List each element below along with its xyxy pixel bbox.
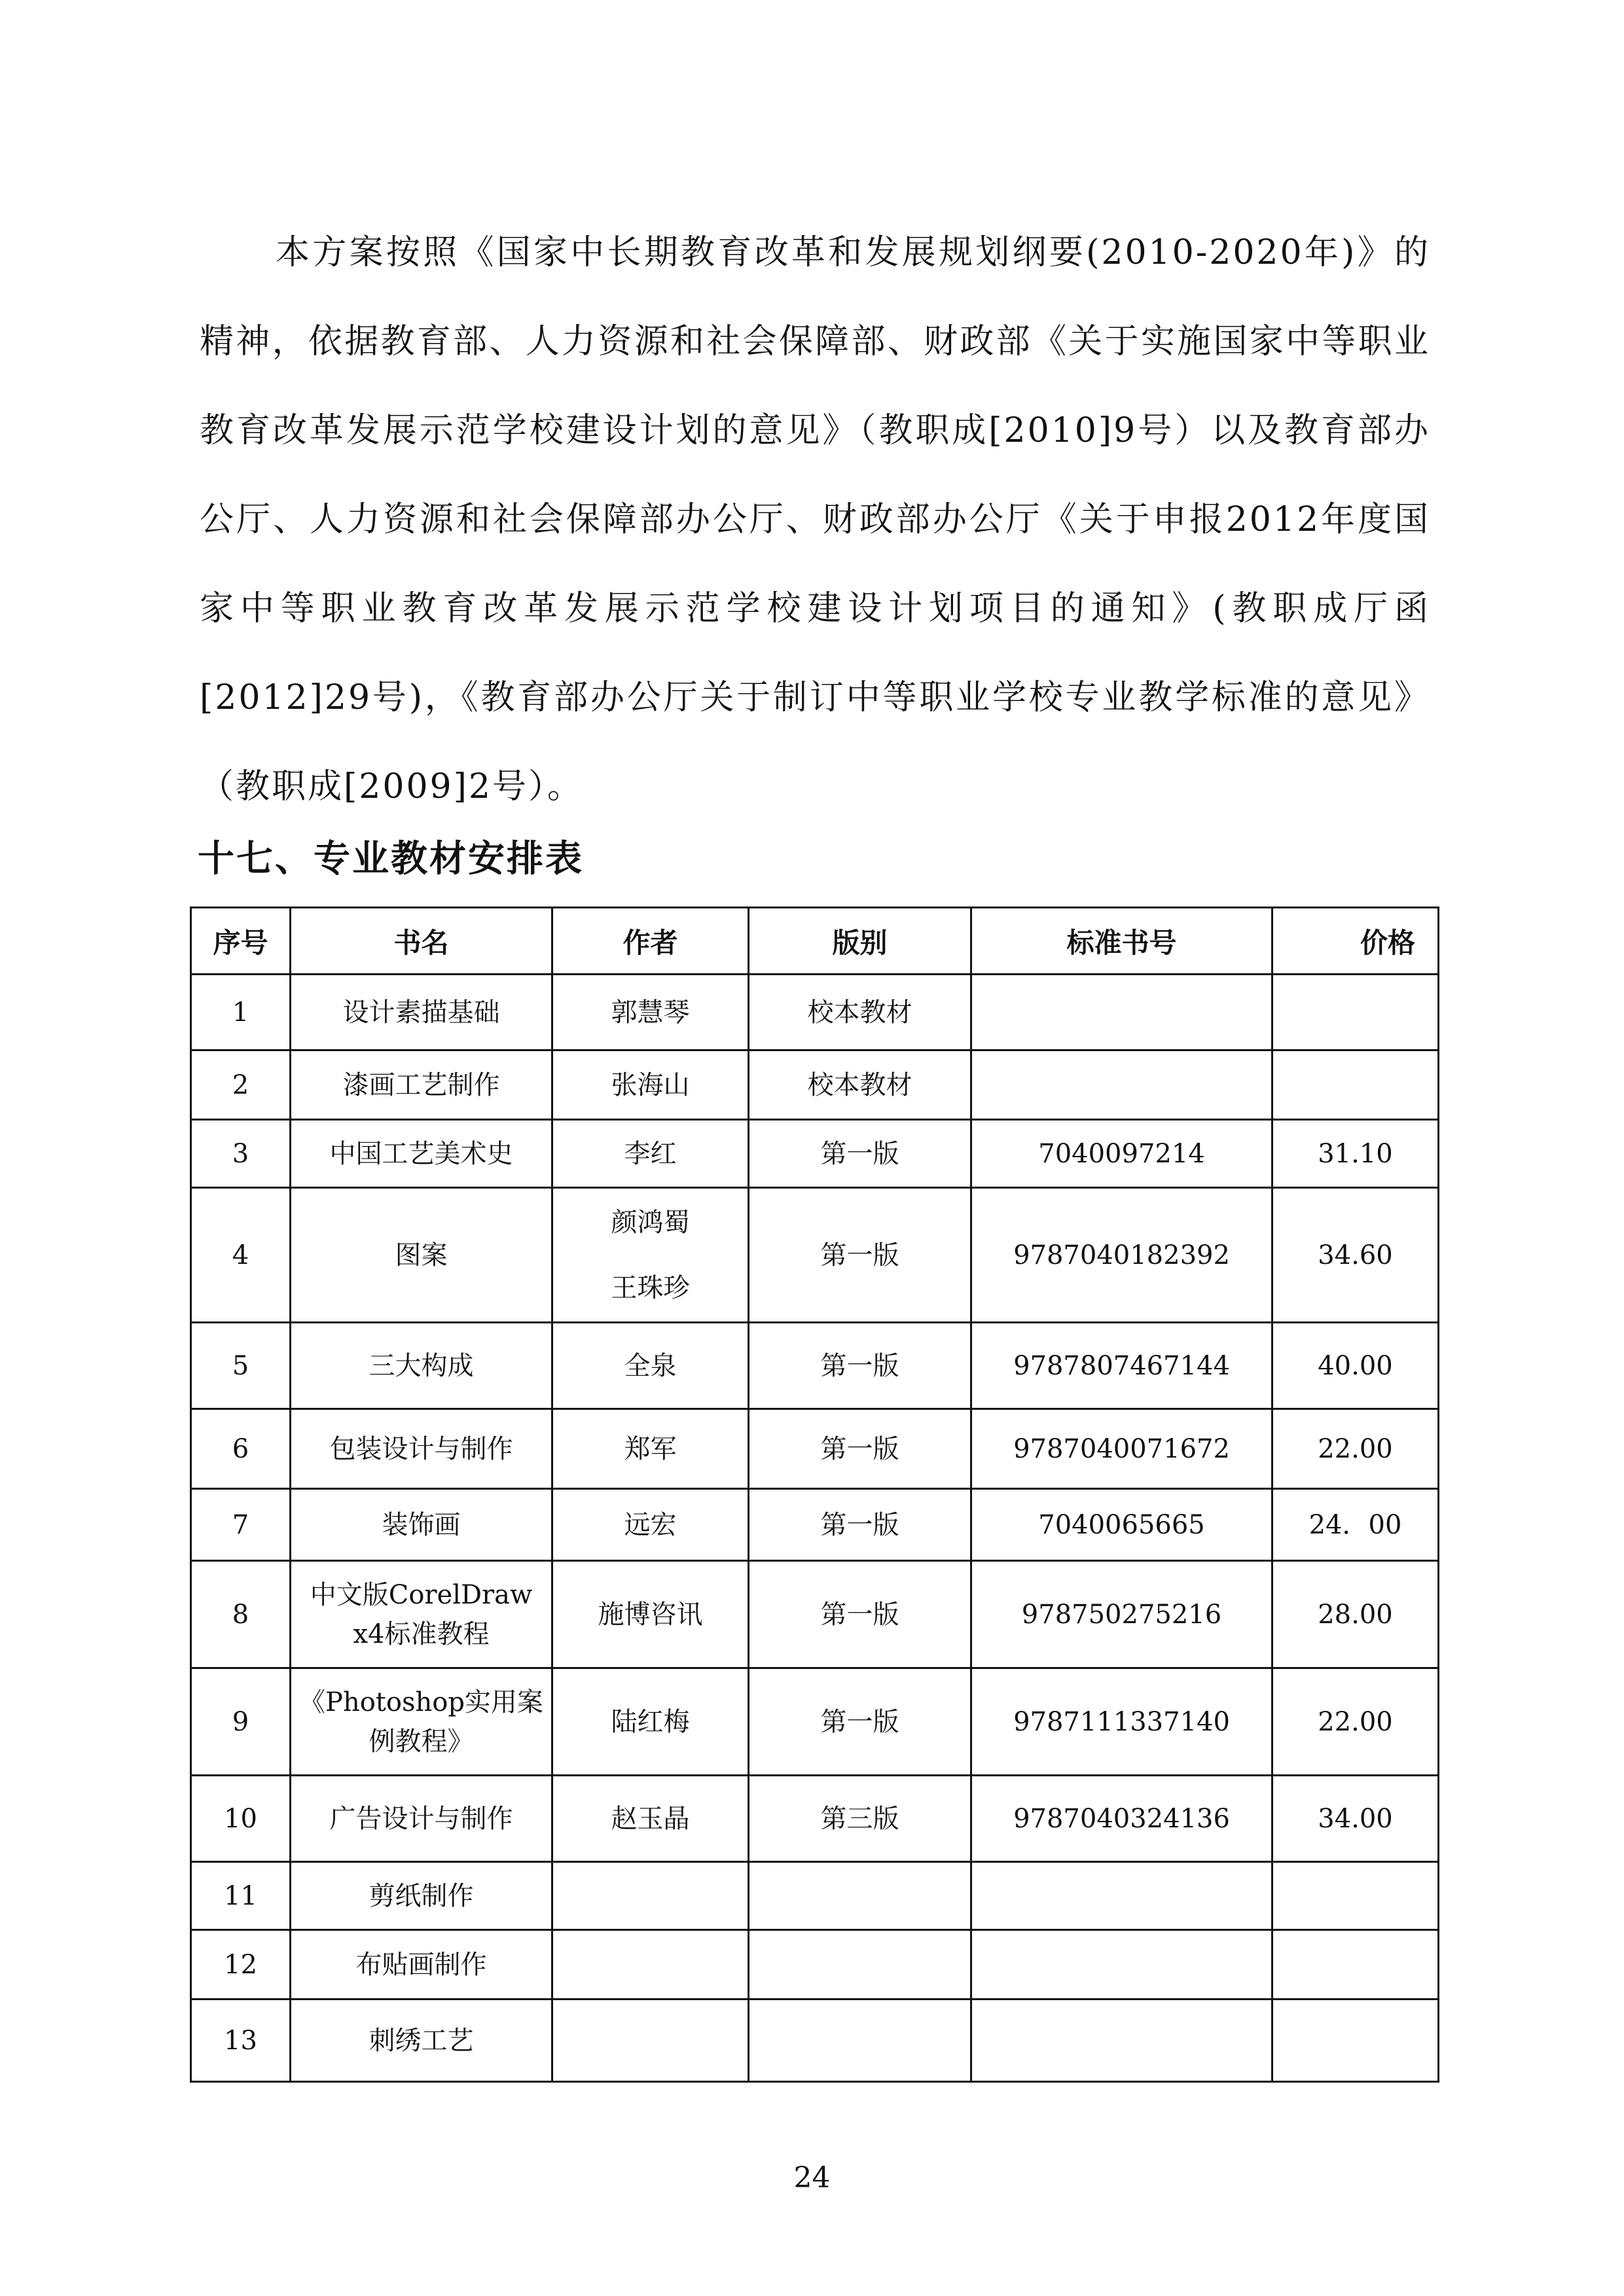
table-body bbox=[191, 975, 1439, 2082]
cell-isbn: 9787807467144 bbox=[971, 1323, 1272, 1409]
cell-title: 布贴画制作 bbox=[291, 1930, 552, 2000]
table-row bbox=[191, 975, 1439, 1050]
cell-price bbox=[1272, 975, 1439, 1050]
cell-price bbox=[1272, 2000, 1439, 2082]
table-row bbox=[191, 1930, 1439, 2000]
table-row bbox=[191, 1409, 1439, 1489]
section-heading: 十七、专业教材安排表 bbox=[198, 838, 584, 880]
cell-no: 8 bbox=[191, 1561, 291, 1668]
cell-author bbox=[552, 1188, 749, 1323]
table-row bbox=[191, 1776, 1439, 1862]
cell-author bbox=[552, 1862, 749, 1930]
cell-edition bbox=[749, 1862, 971, 1930]
cell-title: 中文版CorelDraw x4标准教程 bbox=[291, 1561, 552, 1668]
author-name: 赵玉晶 bbox=[611, 1803, 690, 1834]
cell-author bbox=[552, 975, 749, 1050]
cell-title: 装饰画 bbox=[291, 1489, 552, 1561]
cell-edition: 校本教材 bbox=[749, 975, 971, 1050]
cell-title: 刺绣工艺 bbox=[291, 2000, 552, 2082]
cell-price: 22.00 bbox=[1272, 1668, 1439, 1776]
author-name: 全泉 bbox=[624, 1350, 677, 1381]
cell-author bbox=[552, 1489, 749, 1561]
header-price: 价格 bbox=[1272, 908, 1439, 975]
cell-author bbox=[552, 1776, 749, 1862]
header-author: 作者 bbox=[552, 908, 749, 975]
cell-price: 31.10 bbox=[1272, 1120, 1439, 1188]
author-name: 李红 bbox=[624, 1138, 677, 1169]
cell-title: 设计素描基础 bbox=[291, 975, 552, 1050]
cell-title: 中国工艺美术史 bbox=[291, 1120, 552, 1188]
cell-isbn: 978750275216 bbox=[971, 1561, 1272, 1668]
cell-title: 《Photoshop实用案例教程》 bbox=[291, 1668, 552, 1776]
table-row bbox=[191, 1323, 1439, 1409]
cell-title: 包装设计与制作 bbox=[291, 1409, 552, 1489]
author-name: 郑军 bbox=[624, 1433, 677, 1464]
textbook-table bbox=[190, 906, 1439, 2083]
cell-isbn bbox=[971, 1930, 1272, 2000]
cell-no: 2 bbox=[191, 1050, 291, 1120]
author-name: 郭慧琴 bbox=[611, 997, 690, 1028]
cell-no: 1 bbox=[191, 975, 291, 1050]
table-row bbox=[191, 1188, 1439, 1323]
cell-title: 剪纸制作 bbox=[291, 1862, 552, 1930]
table-row bbox=[191, 2000, 1439, 2082]
cell-no: 4 bbox=[191, 1188, 291, 1323]
author-name: 颜鸿蜀 bbox=[611, 1207, 690, 1238]
cell-edition: 第一版 bbox=[749, 1561, 971, 1668]
header-no: 序号 bbox=[191, 908, 291, 975]
cell-author bbox=[552, 1930, 749, 2000]
cell-price bbox=[1272, 1862, 1439, 1930]
cell-isbn: 9787040182392 bbox=[971, 1188, 1272, 1323]
cell-isbn bbox=[971, 1050, 1272, 1120]
cell-title: 三大构成 bbox=[291, 1323, 552, 1409]
cell-no: 12 bbox=[191, 1930, 291, 2000]
intro-paragraph: 本方案按照《国家中长期教育改革和发展规划纲要(2010-2020年)》的精神，依据教育部、人力资源和社会保障部、财政部《关于实施国家中等职业教育改革发展示范学校建设计划的意见》（教职成[2010]9号）以及教育部办公厅、人力资源和社会保障部办公厅、财政部办公厅《关于申报2012年度国家中等职业教育改革发展示范学校建设计划项目的通知》(教职成厅函[2012]29号)，《教育部办公厅关于制订中等职业学校专业教学标准的意见》（教职成[2009]2号）。 bbox=[200, 233, 1430, 806]
cell-no: 11 bbox=[191, 1862, 291, 1930]
table-row bbox=[191, 1489, 1439, 1561]
cell-title: 漆画工艺制作 bbox=[291, 1050, 552, 1120]
cell-author bbox=[552, 1323, 749, 1409]
table-row bbox=[191, 1862, 1439, 1930]
cell-no: 10 bbox=[191, 1776, 291, 1862]
cell-edition bbox=[749, 1930, 971, 2000]
author-name: 王珠珍 bbox=[611, 1272, 690, 1303]
header-edition: 版别 bbox=[749, 908, 971, 975]
author-name: 张海山 bbox=[611, 1069, 690, 1100]
cell-title: 广告设计与制作 bbox=[291, 1776, 552, 1862]
cell-price: 34.60 bbox=[1272, 1188, 1439, 1323]
cell-price: 22.00 bbox=[1272, 1409, 1439, 1489]
cell-isbn bbox=[971, 1862, 1272, 1930]
page-number: 24 bbox=[793, 2161, 831, 2195]
cell-author bbox=[552, 1561, 749, 1668]
cell-price: 28.00 bbox=[1272, 1561, 1439, 1668]
cell-price: 40.00 bbox=[1272, 1323, 1439, 1409]
cell-author bbox=[552, 1668, 749, 1776]
author-name: 施博咨讯 bbox=[598, 1599, 703, 1630]
cell-isbn: 9787040324136 bbox=[971, 1776, 1272, 1862]
cell-edition: 第一版 bbox=[749, 1323, 971, 1409]
cell-edition: 第一版 bbox=[749, 1188, 971, 1323]
cell-price bbox=[1272, 1930, 1439, 2000]
cell-edition: 第一版 bbox=[749, 1120, 971, 1188]
cell-edition: 第一版 bbox=[749, 1409, 971, 1489]
cell-no: 6 bbox=[191, 1409, 291, 1489]
table-row bbox=[191, 1668, 1439, 1776]
cell-isbn bbox=[971, 975, 1272, 1050]
cell-no: 3 bbox=[191, 1120, 291, 1188]
cell-isbn bbox=[971, 2000, 1272, 2082]
cell-edition: 第一版 bbox=[749, 1668, 971, 1776]
cell-no: 13 bbox=[191, 2000, 291, 2082]
cell-edition: 校本教材 bbox=[749, 1050, 971, 1120]
table-row bbox=[191, 1561, 1439, 1668]
cell-author bbox=[552, 1409, 749, 1489]
cell-price: 24．00 bbox=[1272, 1489, 1439, 1561]
cell-price: 34.00 bbox=[1272, 1776, 1439, 1862]
cell-isbn: 9787040071672 bbox=[971, 1409, 1272, 1489]
author-name: 远宏 bbox=[624, 1509, 677, 1540]
cell-isbn: 7040097214 bbox=[971, 1120, 1272, 1188]
cell-author bbox=[552, 2000, 749, 2082]
cell-edition bbox=[749, 2000, 971, 2082]
cell-title: 图案 bbox=[291, 1188, 552, 1323]
cell-edition: 第一版 bbox=[749, 1489, 971, 1561]
table-row bbox=[191, 1050, 1439, 1120]
header-isbn: 标准书号 bbox=[971, 908, 1272, 975]
cell-isbn: 9787111337140 bbox=[971, 1668, 1272, 1776]
cell-author bbox=[552, 1050, 749, 1120]
table-row bbox=[191, 1120, 1439, 1188]
cell-no: 9 bbox=[191, 1668, 291, 1776]
author-name: 陆红梅 bbox=[611, 1706, 690, 1737]
cell-edition: 第三版 bbox=[749, 1776, 971, 1862]
cell-price bbox=[1272, 1050, 1439, 1120]
table-header-row bbox=[191, 908, 1439, 975]
cell-isbn: 7040065665 bbox=[971, 1489, 1272, 1561]
cell-no: 7 bbox=[191, 1489, 291, 1561]
cell-author bbox=[552, 1120, 749, 1188]
header-title: 书名 bbox=[291, 908, 552, 975]
cell-no: 5 bbox=[191, 1323, 291, 1409]
